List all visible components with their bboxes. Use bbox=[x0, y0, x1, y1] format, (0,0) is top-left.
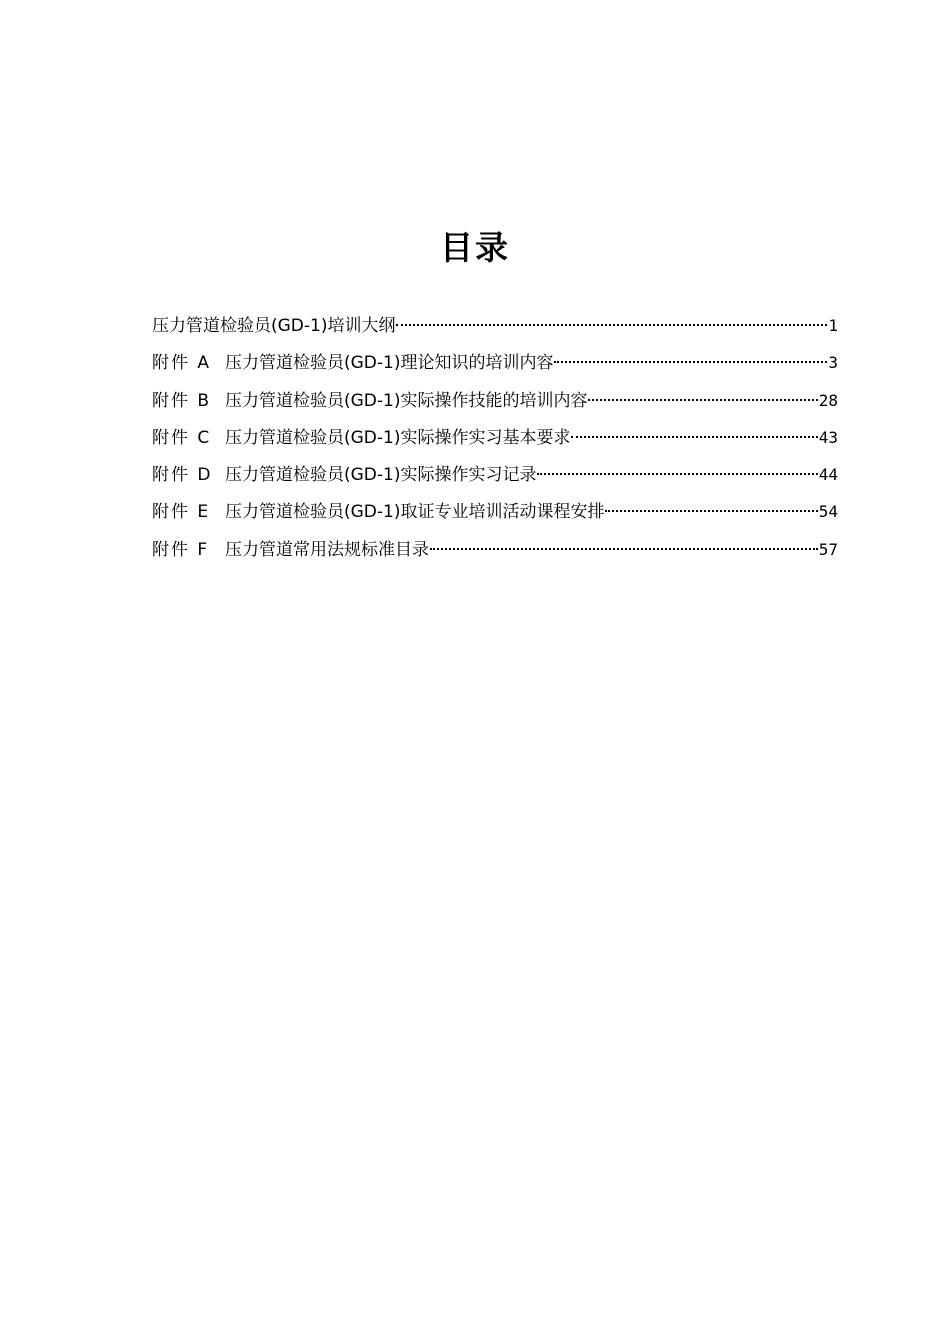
toc-entry-appendix-b[interactable] bbox=[152, 386, 838, 423]
toc-entry-page-number: 57 bbox=[818, 539, 838, 559]
toc-entry-appendix-f[interactable] bbox=[152, 535, 838, 572]
toc-entry-page-number: 3 bbox=[828, 353, 838, 373]
toc-entry-prefix: 附件 E bbox=[152, 502, 211, 523]
toc-dot-leader bbox=[430, 548, 818, 550]
toc-entry-page-number: 28 bbox=[818, 390, 838, 410]
table-of-contents bbox=[152, 311, 838, 572]
toc-entry-appendix-c[interactable] bbox=[152, 423, 838, 460]
toc-entry-title: 压力管道检验员(GD-1)实际操作实习记录 bbox=[225, 465, 537, 486]
toc-entry-title: 压力管道检验员(GD-1)取证专业培训活动课程安排 bbox=[225, 502, 605, 523]
toc-entry-title: 压力管道常用法规标准目录 bbox=[225, 539, 429, 560]
toc-entry-prefix: 附件 F bbox=[152, 539, 210, 560]
toc-dot-leader bbox=[605, 510, 817, 512]
toc-dot-leader bbox=[588, 399, 817, 401]
toc-entry-title: 压力管道检验员(GD-1)理论知识的培训内容 bbox=[225, 353, 554, 374]
toc-entry-appendix-a[interactable] bbox=[152, 348, 838, 385]
toc-entry-prefix: 附件 D bbox=[152, 465, 213, 486]
toc-dot-leader bbox=[537, 473, 817, 475]
toc-entry-appendix-e[interactable] bbox=[152, 497, 838, 534]
toc-dot-leader bbox=[554, 361, 827, 363]
page-title: 目录 bbox=[440, 228, 510, 267]
toc-entry-outline[interactable] bbox=[152, 311, 838, 348]
toc-dot-leader bbox=[396, 324, 827, 326]
toc-entry-title: 压力管道检验员(GD-1)实际操作实习基本要求 bbox=[225, 427, 571, 448]
toc-entry-appendix-d[interactable] bbox=[152, 460, 838, 497]
toc-entry-title: 压力管道检验员(GD-1)实际操作技能的培训内容 bbox=[225, 390, 588, 411]
toc-entry-page-number: 43 bbox=[818, 427, 838, 447]
toc-entry-title: 压力管道检验员(GD-1)培训大纲 bbox=[152, 316, 396, 336]
toc-dot-leader bbox=[571, 436, 817, 438]
toc-entry-page-number: 44 bbox=[818, 465, 838, 485]
toc-entry-page-number: 1 bbox=[828, 316, 838, 335]
toc-entry-prefix: 附件 C bbox=[152, 427, 212, 448]
toc-entry-prefix: 附件 A bbox=[152, 353, 212, 374]
toc-entry-page-number: 54 bbox=[818, 502, 838, 522]
toc-entry-prefix: 附件 B bbox=[152, 390, 212, 411]
